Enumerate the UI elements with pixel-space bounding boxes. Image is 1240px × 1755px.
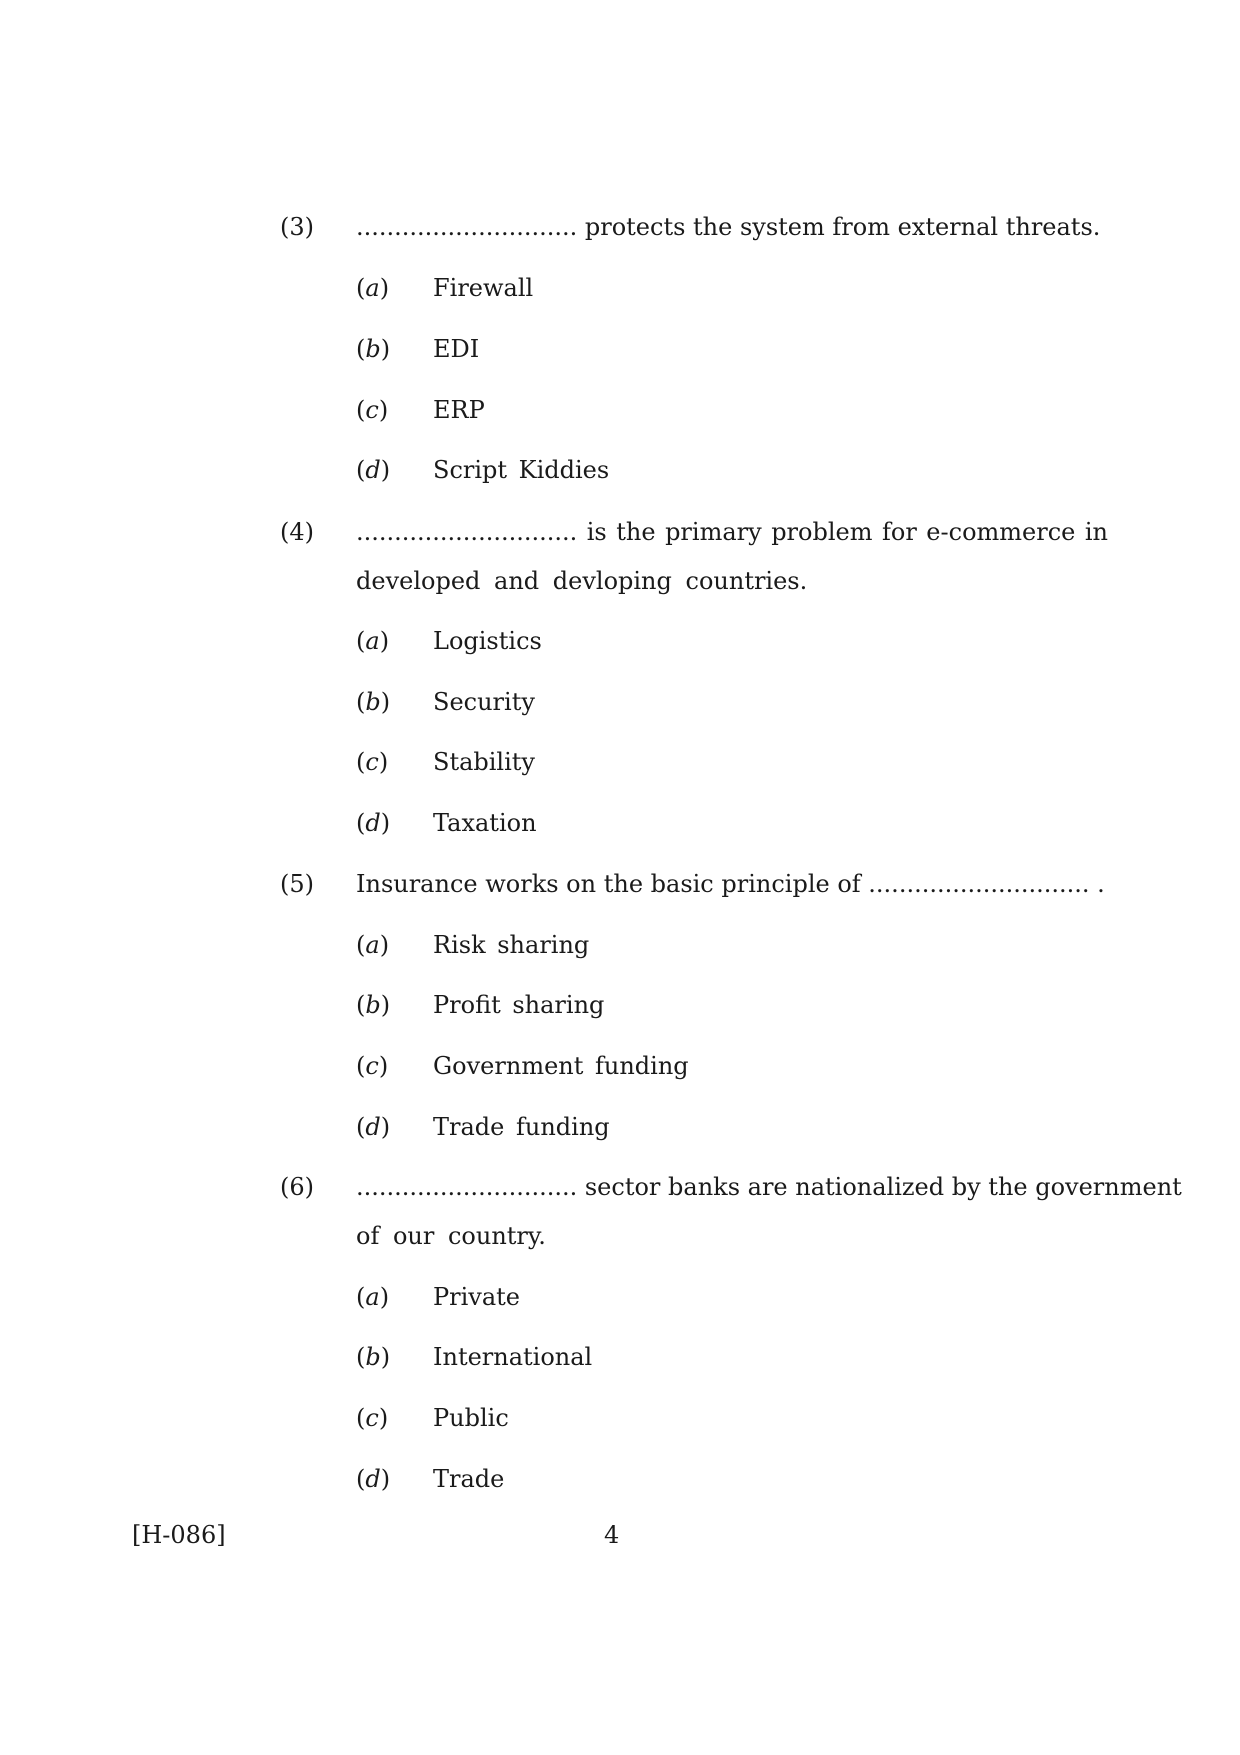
question-text: Insurance works on the basic principle of ............................. . <box>356 870 1105 898</box>
option-text: Taxation <box>433 809 537 837</box>
option-letter: (c) <box>356 1404 389 1432</box>
option-letter: (d) <box>356 456 391 484</box>
option-letter: (a) <box>356 931 390 959</box>
option-text: Trade <box>433 1465 505 1493</box>
page-number: 4 <box>604 1521 620 1549</box>
option-letter: (a) <box>356 627 390 655</box>
option-letter: (a) <box>356 274 390 302</box>
option-letter: (b) <box>356 688 391 716</box>
question-number: (4) <box>280 518 314 546</box>
option-text: Script Kiddies <box>433 456 610 484</box>
question-text-line-1: ............................. sector banks are nationalized by the government <box>356 1173 1182 1201</box>
option-text: Stability <box>433 748 535 776</box>
question-text-line-1: ............................. is the primary problem for e-commerce in <box>356 518 1108 546</box>
option-text: Profit sharing <box>433 991 605 1019</box>
question-number: (3) <box>280 213 314 241</box>
question-text-line-2: of our country. <box>356 1222 546 1250</box>
option-letter: (d) <box>356 809 391 837</box>
question-number: (6) <box>280 1173 314 1201</box>
option-letter: (a) <box>356 1283 390 1311</box>
option-letter: (b) <box>356 1343 391 1371</box>
option-text: Private <box>433 1283 521 1311</box>
option-text: Public <box>433 1404 509 1432</box>
option-letter: (b) <box>356 335 391 363</box>
option-text: Logistics <box>433 627 542 655</box>
option-letter: (c) <box>356 1052 389 1080</box>
option-letter: (b) <box>356 991 391 1019</box>
option-text: Firewall <box>433 274 534 302</box>
option-letter: (c) <box>356 396 389 424</box>
option-letter: (d) <box>356 1465 391 1493</box>
option-letter: (c) <box>356 748 389 776</box>
option-text: ERP <box>433 396 485 424</box>
option-text: EDI <box>433 335 480 363</box>
paper-code: [H-086] <box>132 1521 226 1549</box>
question-number: (5) <box>280 870 314 898</box>
option-text: Government funding <box>433 1052 689 1080</box>
question-text: ............................. protects the system from external threats. <box>356 213 1101 241</box>
option-text: Security <box>433 688 535 716</box>
option-text: Trade funding <box>433 1113 610 1141</box>
question-text-line-2: developed and devloping countries. <box>356 567 808 595</box>
option-text: Risk sharing <box>433 931 590 959</box>
option-text: International <box>433 1343 593 1371</box>
option-letter: (d) <box>356 1113 391 1141</box>
